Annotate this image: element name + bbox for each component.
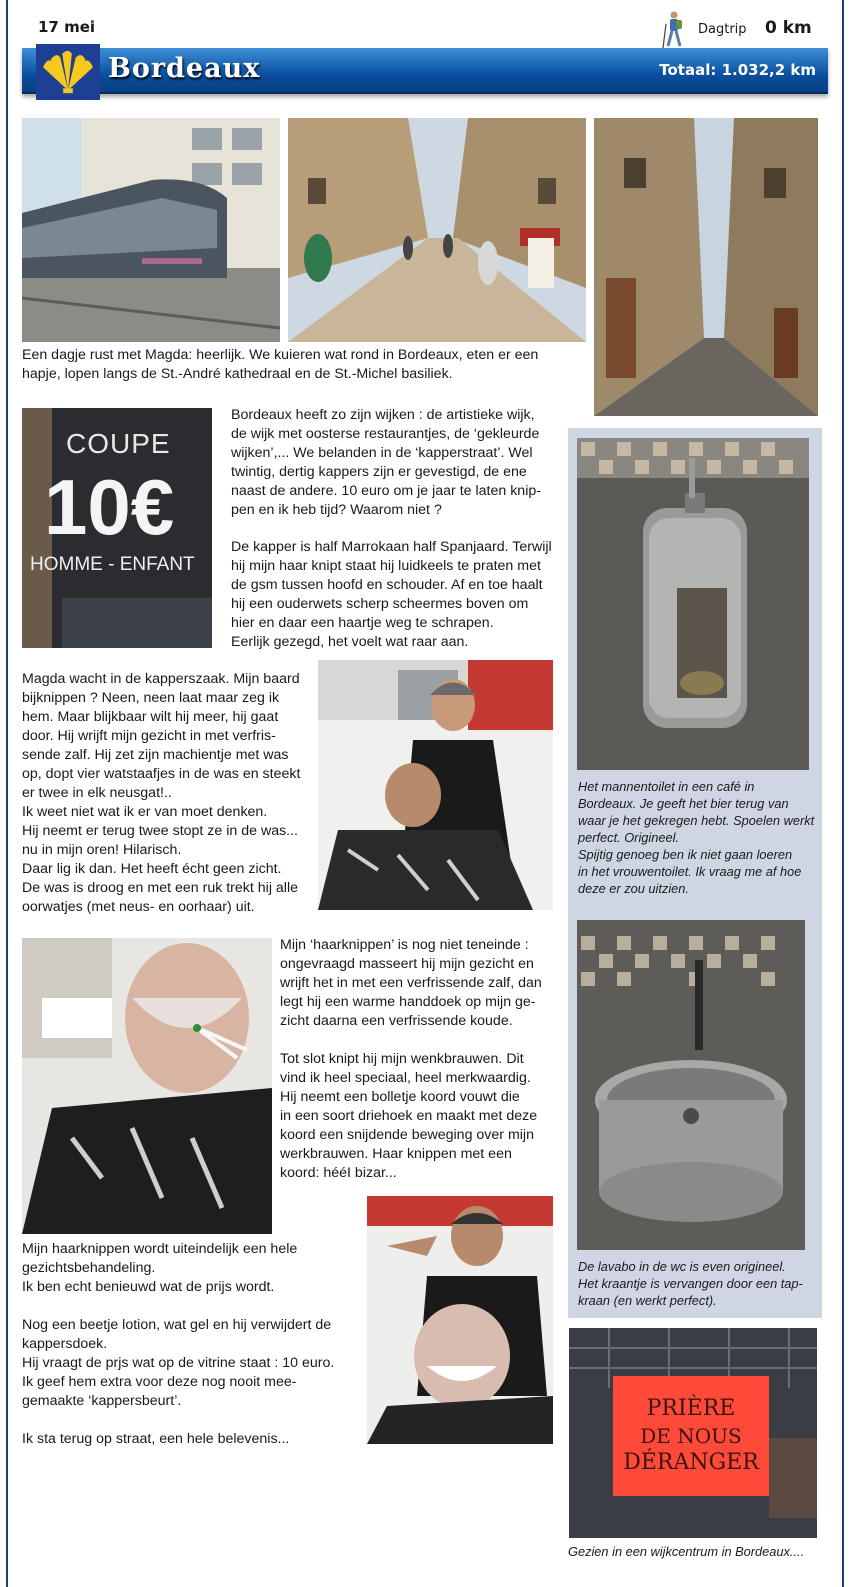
- toilet-caption: Het mannentoilet in een café in Bordeaux. Je geeft het bier terug van waar je het gekregen hebt. Spoelen werkt perfect. Origineel.: [578, 779, 815, 845]
- lavabo-caption: De lavabo in de wc is even origineel. Het kraantje is vervangen door een tap- kraan (en werkt perfect).: [578, 1259, 803, 1308]
- urinal-keg-photo: [577, 438, 809, 770]
- alley-photo: [594, 118, 818, 416]
- priere-line-2: DE NOUS: [640, 1424, 742, 1448]
- cotton-swabs-photo: [22, 938, 272, 1234]
- toilet2-caption: Spijtig genoeg ben ik niet gaan loeren in het vrouwentoilet. Ik vraag me af hoe deze er zou uitzien.: [578, 847, 802, 896]
- kapper-paragraph: De kapper is half Marrokaan half Spanjaard. Terwijl hij mijn haar knipt staat hij luidkeels te praten met de gsm tussen hoofd en schouder. Af en toe haalt hij een ouderwets scherp scheermes boven om hier en daar een haartje weg te schrapen. Eerlijk gezegd, het voelt wat raar aan.: [231, 539, 552, 650]
- page-border-right: [842, 0, 844, 1587]
- coupe-sign-photo: [22, 408, 212, 648]
- day-distance: 0 km: [765, 18, 812, 38]
- hiker-icon: [660, 10, 688, 50]
- priere-sign-photo: [569, 1328, 817, 1538]
- priere-line-1: PRIÈRE: [646, 1396, 736, 1421]
- coupe-text: COUPE: [66, 428, 171, 459]
- wenkbrauwen-paragraph: Tot slot knipt hij mijn wenkbrauwen. Dit vind ik heel speciaal, heel merkwaardig. Hij neemt een bolletje koord vouwt die in een soort driehoek en maakt met deze koord een snijdende beweging over mijn werkbrauwen. Haar knippen met een koord: hééI bizar...: [280, 1051, 538, 1181]
- page-border-left: [6, 0, 8, 1587]
- intro-paragraph: Een dagje rust met Magda: heerlijk. We kuieren wat rond in Bordeaux, eten er een hapje, lopen langs de St.-André kathedraal en de St.-Michel basiliek.: [22, 347, 539, 382]
- straat-paragraph: Ik sta terug op straat, een hele belevenis...: [22, 1431, 290, 1447]
- barber-cutting-photo: [318, 660, 553, 910]
- total-distance: Totaal: 1.032,2 km: [659, 61, 816, 79]
- title-banner: [22, 48, 828, 94]
- tram-photo: [22, 118, 280, 342]
- haarknippen-paragraph: Mijn ‘haarknippen’ is nog niet teneinde : ongevraagd masseert hij mijn gezicht en wrijft het in met een verfrissende zalf, dan legt hij een warme handdoek op mijn ge- zicht daarna een verfrissende koude.: [280, 937, 542, 1029]
- date-label: 17 mei: [38, 18, 96, 36]
- lavabo-keg-photo: [577, 920, 805, 1250]
- priere-line-3: DÉRANGER: [623, 1450, 759, 1475]
- lotion-paragraph: Nog een beetje lotion, wat gel en hij verwijdert de kappersdoek. Hij vraagt de prjs wat op de vitrine staat : 10 euro. Ik geef hem extra voor deze nog nooit mee- gemaakte ‘kappersbeurt’.: [22, 1317, 335, 1409]
- trip-type-label: Dagtrip: [698, 22, 747, 37]
- behandeling-paragraph: Mijn haarknippen wordt uiteindelijk een hele gezichtsbehandeling. Ik ben echt benieuwd wat de prijs wordt.: [22, 1241, 298, 1295]
- homme-enfant-text: HOMME - ENFANT: [30, 554, 195, 575]
- barber-selfie-photo: [367, 1196, 553, 1444]
- city-title: Bordeaux: [108, 53, 261, 84]
- magda-paragraph: Magda wacht in de kapperszaak. Mijn baard bijknippen ? Neen, neen laat maar zeg ik hem. Maar blijkbaar wilt hij meer, hij gaat door. Hij wrijft mijn gezicht in met verfris- sende zalf. Hij zet zijn machientje met was op, dopt vier watstaafjes in de was en steekt er twee in elk neusgat!.. Ik weet niet wat ik er van moet denken. Hij neemt er terug twee stopt ze in de was... nu in mijn oren! Hilarisch. Daar lig ik dan. Het heeft écht geen zicht. De was is droog en met een ruk trekt hij alle oorwatjes (met neus- en oorhaar) uit.: [22, 671, 301, 915]
- shopping-street-photo: [288, 118, 586, 342]
- scallop-shell-icon: [36, 44, 100, 100]
- wijkcentrum-caption: Gezien in een wijkcentrum in Bordeaux....: [568, 1544, 805, 1559]
- price-text: 10€: [44, 463, 175, 551]
- wijken-paragraph: Bordeaux heeft zo zijn wijken : de artistieke wijk, de wijk met oosterse restaurantjes, de ‘gekleurde wijken’,... We belanden in de ‘kapperstraat’. Wel twintig, dertig kappers zijn er gevestigd, de ene naast de andere. 10 euro om je jaar te laten knip- pen en ik heb tijd? Waarom niet ?: [231, 407, 541, 518]
